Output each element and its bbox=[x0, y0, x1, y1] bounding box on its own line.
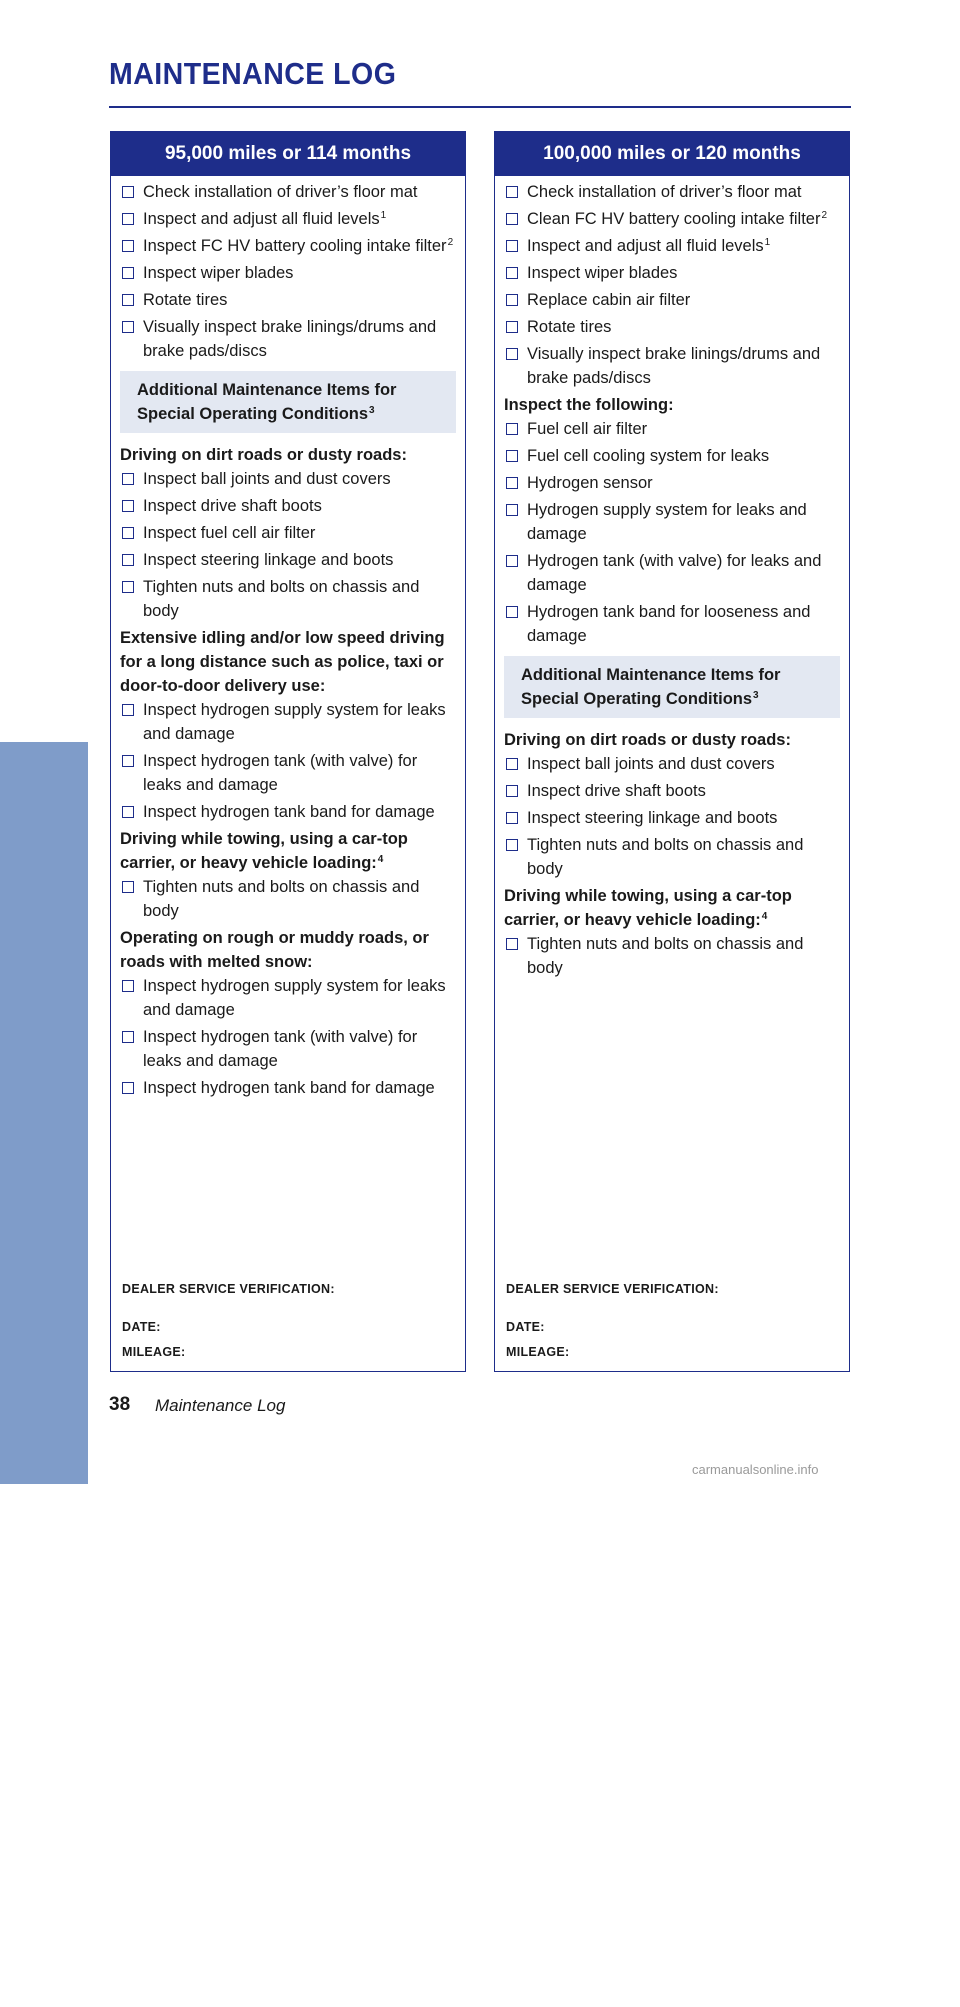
checklist-item bbox=[504, 342, 840, 390]
checklist-item bbox=[504, 600, 840, 648]
checkbox[interactable] bbox=[122, 267, 134, 279]
checklist-item-label: Replace cabin air filter bbox=[527, 291, 691, 309]
page-title: MAINTENANCE LOG bbox=[109, 56, 397, 91]
checklist-item bbox=[120, 749, 456, 797]
checklist-item-label: Inspect hydrogen tank (with valve) for leaks and damage bbox=[143, 752, 418, 794]
condition-heading bbox=[504, 393, 840, 417]
checkbox[interactable] bbox=[506, 504, 518, 516]
checklist-item-label: Inspect ball joints and dust covers bbox=[143, 470, 391, 488]
checklist-item-label: Inspect drive shaft boots bbox=[527, 782, 706, 800]
checkbox[interactable] bbox=[122, 294, 134, 306]
checklist-item-label: Hydrogen tank band for looseness and damage bbox=[527, 603, 811, 645]
checkbox[interactable] bbox=[122, 213, 134, 225]
condition-heading-text: Driving on dirt roads or dusty roads: bbox=[120, 446, 407, 464]
page-number: 38 bbox=[109, 1394, 131, 1415]
checklist-item bbox=[120, 207, 456, 231]
condition-heading-text: Driving on dirt roads or dusty roads: bbox=[504, 731, 791, 749]
footnote-ref: 2 bbox=[447, 237, 454, 248]
date-label: DATE: bbox=[506, 1320, 545, 1334]
checkbox[interactable] bbox=[122, 186, 134, 198]
checklist-item-label: Fuel cell air filter bbox=[527, 420, 648, 438]
condition-heading-text: Driving while towing, using a car-top carrier, or heavy vehicle loading: bbox=[504, 887, 792, 929]
footnote-ref: 4 bbox=[761, 911, 768, 922]
checkbox[interactable] bbox=[506, 213, 518, 225]
date-label: DATE: bbox=[122, 1320, 161, 1334]
footnote-ref: 1 bbox=[764, 237, 771, 248]
footnote-ref: 3 bbox=[753, 690, 759, 701]
checklist-item bbox=[504, 288, 840, 312]
checklist-item bbox=[504, 833, 840, 881]
checkbox[interactable] bbox=[122, 881, 134, 893]
checklist-item bbox=[504, 261, 840, 285]
checklist-item bbox=[120, 800, 456, 824]
checklist-item bbox=[504, 779, 840, 803]
checklist-item bbox=[120, 698, 456, 746]
checklist-item-label: Inspect hydrogen supply system for leaks and damage bbox=[143, 701, 446, 743]
checklist-item bbox=[120, 1076, 456, 1100]
checklist-item-label: Inspect hydrogen tank band for damage bbox=[143, 803, 435, 821]
mileage-label: MILEAGE: bbox=[122, 1345, 186, 1359]
checklist-item-label: Inspect steering linkage and boots bbox=[143, 551, 394, 569]
checkbox[interactable] bbox=[122, 500, 134, 512]
checkbox[interactable] bbox=[122, 473, 134, 485]
checklist-item-label: Check installation of driver’s floor mat bbox=[527, 183, 802, 201]
column-body bbox=[111, 176, 465, 1100]
checkbox[interactable] bbox=[122, 1082, 134, 1094]
checklist-item-label: Inspect fuel cell air filter bbox=[143, 524, 316, 542]
additional-items-heading: Additional Maintenance Items for Special Operating Conditions bbox=[137, 381, 397, 423]
checklist-item-label: Inspect and adjust all fluid levels bbox=[527, 237, 764, 255]
checklist-item bbox=[120, 234, 456, 258]
checklist-item bbox=[120, 288, 456, 312]
condition-heading-text: Inspect the following: bbox=[504, 396, 674, 414]
condition-heading bbox=[120, 443, 456, 467]
title-divider bbox=[109, 106, 851, 108]
checkbox[interactable] bbox=[506, 423, 518, 435]
checklist-item bbox=[504, 471, 840, 495]
checklist-item bbox=[504, 234, 840, 258]
footnote-ref: 4 bbox=[377, 854, 384, 865]
checklist-item-label: Tighten nuts and bolts on chassis and body bbox=[143, 878, 420, 920]
checklist-item-label: Inspect FC HV battery cooling intake filter bbox=[143, 237, 447, 255]
checkbox[interactable] bbox=[506, 812, 518, 824]
column-header: 95,000 miles or 114 months bbox=[111, 132, 465, 176]
checkbox[interactable] bbox=[506, 450, 518, 462]
column-body bbox=[495, 176, 849, 980]
checkbox[interactable] bbox=[122, 581, 134, 593]
checklist-item-label: Inspect wiper blades bbox=[527, 264, 678, 282]
checklist-item bbox=[504, 806, 840, 830]
checklist-item bbox=[504, 444, 840, 468]
checklist-item bbox=[120, 521, 456, 545]
checklist-item-label: Visually inspect brake linings/drums and brake pads/discs bbox=[143, 318, 437, 360]
checklist-item bbox=[120, 548, 456, 572]
checkbox[interactable] bbox=[506, 267, 518, 279]
checkbox[interactable] bbox=[122, 240, 134, 252]
additional-items-box bbox=[504, 656, 840, 718]
checklist-item bbox=[504, 180, 840, 204]
checkbox[interactable] bbox=[506, 294, 518, 306]
checklist-item-label: Inspect and adjust all fluid levels bbox=[143, 210, 380, 228]
checkbox[interactable] bbox=[506, 785, 518, 797]
checklist-item-label: Inspect steering linkage and boots bbox=[527, 809, 778, 827]
footnote-ref: 2 bbox=[821, 210, 828, 221]
dealer-verification-label: DEALER SERVICE VERIFICATION: bbox=[122, 1282, 335, 1296]
checklist-item-label: Inspect hydrogen tank band for damage bbox=[143, 1079, 435, 1097]
checklist-item bbox=[120, 575, 456, 623]
checklist-item-label: Tighten nuts and bolts on chassis and body bbox=[143, 578, 420, 620]
checklist-item bbox=[120, 974, 456, 1022]
checklist-item-label: Check installation of driver’s floor mat bbox=[143, 183, 418, 201]
checkbox[interactable] bbox=[506, 606, 518, 618]
checklist-item-label: Rotate tires bbox=[143, 291, 228, 309]
checklist-item-label: Tighten nuts and bolts on chassis and body bbox=[527, 935, 804, 977]
checklist-item-label: Hydrogen supply system for leaks and damage bbox=[527, 501, 807, 543]
checkbox[interactable] bbox=[122, 321, 134, 333]
footnote-ref: 3 bbox=[369, 405, 375, 416]
checklist-item bbox=[120, 180, 456, 204]
checkbox[interactable] bbox=[506, 348, 518, 360]
checklist-item bbox=[504, 207, 840, 231]
checklist-item-label: Inspect drive shaft boots bbox=[143, 497, 322, 515]
checkbox[interactable] bbox=[506, 555, 518, 567]
checklist-item-label: Inspect ball joints and dust covers bbox=[527, 755, 775, 773]
column-100000-miles bbox=[494, 131, 850, 1372]
checklist-item-label: Hydrogen tank (with valve) for leaks and damage bbox=[527, 552, 822, 594]
side-section-tab bbox=[0, 742, 88, 2007]
checklist-item bbox=[120, 1025, 456, 1073]
checkbox[interactable] bbox=[122, 755, 134, 767]
condition-heading bbox=[120, 926, 456, 974]
condition-heading-text: Operating on rough or muddy roads, or roads with melted snow: bbox=[120, 929, 429, 971]
side-tab-label: MAINTENANCE bbox=[23, 1697, 64, 2007]
checklist-item bbox=[504, 932, 840, 980]
checklist-item-label: Inspect wiper blades bbox=[143, 264, 294, 282]
checklist-item-label: Tighten nuts and bolts on chassis and body bbox=[527, 836, 804, 878]
checkbox[interactable] bbox=[122, 980, 134, 992]
checkbox[interactable] bbox=[122, 527, 134, 539]
section-name: Maintenance Log bbox=[155, 1396, 286, 1415]
checklist-item bbox=[504, 315, 840, 339]
column-95000-miles bbox=[110, 131, 466, 1372]
checklist-item bbox=[120, 467, 456, 491]
dealer-verification-label: DEALER SERVICE VERIFICATION: bbox=[506, 1282, 719, 1296]
footnote-ref: 1 bbox=[380, 210, 387, 221]
checkbox[interactable] bbox=[122, 704, 134, 716]
checkbox[interactable] bbox=[122, 554, 134, 566]
condition-heading bbox=[120, 827, 456, 875]
checklist-item-label: Fuel cell cooling system for leaks bbox=[527, 447, 770, 465]
checkbox[interactable] bbox=[506, 477, 518, 489]
checklist-item bbox=[504, 752, 840, 776]
checkbox[interactable] bbox=[506, 839, 518, 851]
checkbox[interactable] bbox=[506, 240, 518, 252]
checkbox[interactable] bbox=[506, 321, 518, 333]
condition-heading-text: Extensive idling and/or low speed driving for a long distance such as police, taxi or door-to-door delivery use: bbox=[120, 629, 445, 695]
condition-heading bbox=[504, 728, 840, 752]
column-header: 100,000 miles or 120 months bbox=[495, 132, 849, 176]
condition-heading bbox=[504, 884, 840, 932]
checklist-item bbox=[504, 549, 840, 597]
additional-items-heading: Additional Maintenance Items for Special Operating Conditions bbox=[521, 666, 781, 708]
checklist-item-label: Hydrogen sensor bbox=[527, 474, 653, 492]
checklist-item bbox=[120, 494, 456, 518]
checkbox[interactable] bbox=[506, 186, 518, 198]
checkbox[interactable] bbox=[122, 1031, 134, 1043]
checklist-item-label: Clean FC HV battery cooling intake filter bbox=[527, 210, 821, 228]
mileage-label: MILEAGE: bbox=[506, 1345, 570, 1359]
checkbox[interactable] bbox=[506, 938, 518, 950]
checklist-item-label: Inspect hydrogen tank (with valve) for leaks and damage bbox=[143, 1028, 418, 1070]
watermark: carmanualsonline.info bbox=[692, 1462, 819, 1477]
checklist-item bbox=[504, 498, 840, 546]
checkbox[interactable] bbox=[506, 758, 518, 770]
checklist-item-label: Rotate tires bbox=[527, 318, 612, 336]
checklist-item bbox=[504, 417, 840, 441]
checkbox[interactable] bbox=[122, 806, 134, 818]
condition-heading bbox=[120, 626, 456, 698]
condition-heading-text: Driving while towing, using a car-top carrier, or heavy vehicle loading: bbox=[120, 830, 408, 872]
checklist-item bbox=[120, 315, 456, 363]
checklist-item bbox=[120, 875, 456, 923]
checklist-item-label: Visually inspect brake linings/drums and brake pads/discs bbox=[527, 345, 821, 387]
checklist-item bbox=[120, 261, 456, 285]
checklist-item-label: Inspect hydrogen supply system for leaks and damage bbox=[143, 977, 446, 1019]
additional-items-box bbox=[120, 371, 456, 433]
